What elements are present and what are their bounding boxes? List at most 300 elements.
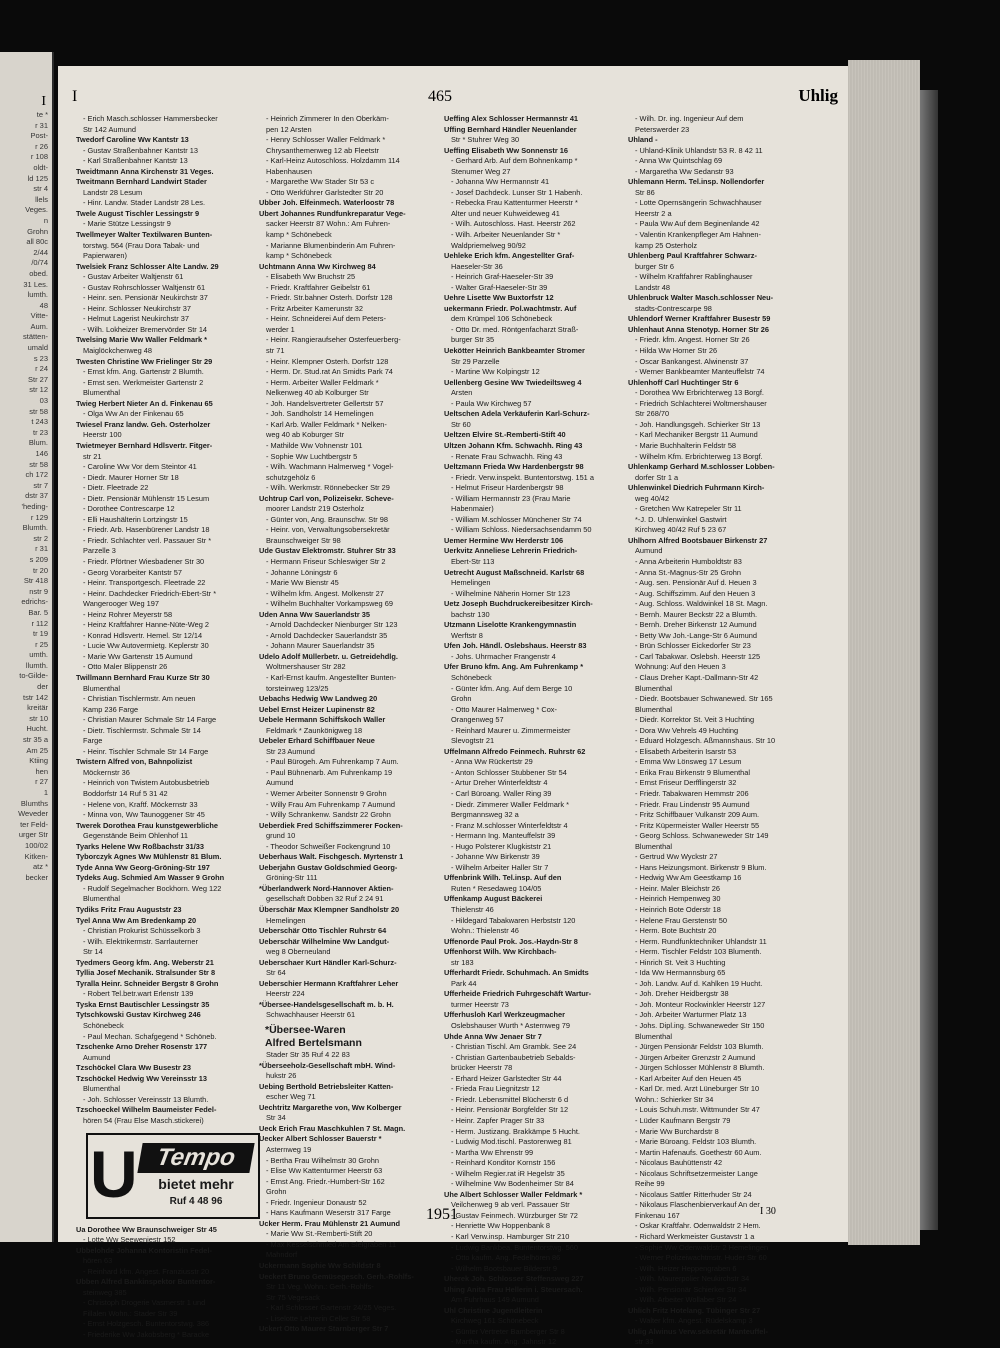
directory-entry-line: - Elise Ww Kattenturmer Heerstr 63 — [266, 1166, 383, 1176]
directory-entry: Uerkvitz Anneliese Lehrerin Friedrich- — [444, 546, 578, 556]
left-page-fragment: Str 418 — [23, 576, 48, 586]
directory-entry-line: - Herm. Arbeiter Waller Feldmark * — [266, 377, 379, 387]
directory-entry-line: Ruten * Resedaweg 104/05 — [451, 883, 542, 893]
left-page-fragment: str 2 — [33, 533, 48, 543]
directory-entry-line: - Friedr. Verw.inspekt. Buntentorstwg. 151 a — [451, 472, 594, 482]
directory-entry-line: - Wilh. Elektrikermstr. Sarrlauterner — [83, 936, 198, 946]
column-1 — [76, 114, 264, 1341]
directory-entry: Uhlig Alwinus Verw.sekretär Manteuffel- — [628, 1326, 768, 1336]
directory-entry: Uffenorde Paul Prok. Jos.-Haydn-Str 8 — [444, 936, 578, 946]
left-page-fragment: atz * — [32, 862, 48, 872]
directory-entry-line: - Heinr. Maler Bleichstr 26 — [635, 883, 721, 893]
directory-entry-line: Feldmark * Zaunkönigweg 18 — [266, 725, 363, 735]
ad-phone: Ruf 4 48 96 — [169, 1195, 223, 1207]
directory-entry-line: - Lüder Kaufmann Bergstr 79 — [635, 1115, 731, 1125]
left-page-fragment: Hucht. — [26, 724, 48, 734]
directory-entry-line: - Hermann Friseur Schleswiger Str 2 — [266, 556, 386, 566]
directory-entry-line: - Theodor Schweißer Fockengrund 10 — [266, 841, 391, 851]
directory-entry-line: Mahndorf — [266, 1250, 298, 1260]
directory-entry-line: burger Str 35 — [451, 335, 495, 345]
directory-entry: Uemer Hermine Ww Herderstr 106 — [444, 535, 564, 545]
directory-entry-line: - Marie Büroang. Feldstr 103 Blumth. — [635, 1137, 757, 1147]
directory-entry-line: str 71 — [266, 346, 285, 356]
directory-entry-line: Blumenthal — [83, 683, 120, 693]
directory-entry: Tyde Anna Ww Georg-Gröning-Str 197 — [76, 862, 210, 872]
directory-entry-line: - Karl Arb. Waller Feldmark * Nelken- — [266, 419, 387, 429]
directory-entry-line: dem Krümpel 106 Schönebeck — [451, 314, 553, 324]
directory-entry: Uebachs Hedwig Ww Landweg 20 — [259, 694, 378, 704]
directory-entry-line: - Friedr. Lebensmittel Blücherstr 6 d — [451, 1094, 569, 1104]
directory-entry: Ucker Herm. Frau Mühlenstr 21 Aumund — [259, 1218, 400, 1228]
directory-entry-line: Schönebeck — [83, 1021, 124, 1031]
directory-entry-line: - Ernst Friseur Derfflingerstr 32 — [635, 778, 737, 788]
directory-entry-line: Aumund — [266, 778, 294, 788]
left-page-fragment: oldt- — [33, 162, 48, 172]
directory-entry-line: - Friederike Ww Jakobsberg * Baracke — [83, 1329, 210, 1339]
directory-entry-line: Hemelingen — [266, 915, 306, 925]
directory-entry-line: weg 40/42 — [635, 493, 670, 503]
directory-entry-line: - Ernst Ang. Friedr.-Humbert-Str 162 — [266, 1176, 385, 1186]
directory-entry-line: - Karl-Heinz Autoschloss. Holzdamm 114 — [266, 156, 400, 166]
directory-entry-line: - Johanne Löningstr 6 — [266, 567, 338, 577]
directory-entry-line: - Heinr. Schneiderei Auf dem Peters- — [266, 314, 386, 324]
directory-entry-line: Heerstr 2 a — [635, 208, 672, 218]
directory-entry: Twelsing Marie Ww Waller Feldmark * — [76, 335, 208, 345]
directory-entry-line: - Ernst sen. Werkmeister Gartenstr 2 — [83, 377, 204, 387]
left-page-fragment: der — [37, 682, 48, 692]
directory-entry-line: - Paul Bürogeh. Am Fuhrenkamp 7 Aum. — [266, 757, 399, 767]
directory-entry-line: - Jürgen Pensionär Feldstr 103 Blumth. — [635, 1042, 764, 1052]
tempo-advertisement — [86, 1133, 260, 1219]
left-page-fragment: dstr 37 — [25, 491, 48, 501]
directory-entry: Tyarks Helene Ww Roßbachstr 31/33 — [76, 841, 205, 851]
directory-entry: Uhlenberg Paul Kraftfahrer Schwarz- — [628, 251, 757, 261]
directory-entry-line: bachstr 130 — [451, 609, 490, 619]
directory-entry: Ueltzmann Frieda Ww Hardenbergstr 98 — [444, 462, 584, 472]
left-page-fragment: all 80c — [26, 237, 48, 247]
directory-entry: Uhlenhaut Anna Stenotyp. Horner Str 26 — [628, 324, 769, 334]
directory-entry: Ueberschär Wilhelmine Ww Landgut- — [259, 936, 390, 946]
directory-entry: Uffenkamp August Bäckerei — [444, 894, 543, 904]
directory-entry: Tweidtmann Anna Kirchenstr 31 Veges. — [76, 166, 214, 176]
directory-entry-line: str 183 — [451, 957, 474, 967]
directory-entry-line: - Gertrud Ww Wyckstr 27 — [635, 852, 718, 862]
directory-entry: Twesten Christine Ww Frielinger Str 29 — [76, 356, 213, 366]
directory-entry-line: - Anton Schlosser Stubbener Str 54 — [451, 767, 567, 777]
directory-entry-line: - Heinrich Graf-Haeseler-Str 39 — [451, 272, 554, 282]
directory-entry-line: - Paula Ww Kirchweg 57 — [451, 398, 532, 408]
directory-entry: Tyedmers Georg kfm. Ang. Weberstr 21 — [76, 957, 214, 967]
directory-entry-line: torstwg. 564 (Frau Dora Tabak- und — [83, 240, 200, 250]
directory-entry: Ueck Erich Frau Maschkuhlen 7 St. Magn. — [259, 1123, 406, 1133]
directory-entry-line: stadts-Contrescarpe 98 — [635, 303, 712, 313]
left-page-fragment: 'heding- — [21, 501, 48, 511]
directory-entry-line: - Marie Ww Bienstr 45 — [266, 578, 339, 588]
directory-entry: Uchtmann Anna Ww Kirchweg 84 — [259, 261, 376, 271]
directory-entry-line: - Wilh. Pensionär Schierker Str 34 — [635, 1284, 747, 1294]
directory-entry-line: - Hans Kaufmann Weserstr 317 Farge — [266, 1208, 391, 1218]
directory-entry-line: - Minna von, Ww Taunoggener Str 45 — [83, 810, 205, 820]
directory-entry-line: - Dietr. Tischlermstr. Schmale Str 14 — [83, 725, 201, 735]
directory-entry-line: - Wilh. Dr. ing. Ingenieur Auf dem — [635, 114, 744, 123]
directory-entry-line: - Anna Ww Quintschlag 69 — [635, 156, 723, 166]
directory-entry-line: - Valentin Krankenpfleger Am Hahnen- — [635, 230, 761, 240]
left-page-fragment: r 108 — [30, 152, 48, 162]
directory-entry-line: - Karl Verw.insp. Hamburger Str 210 — [451, 1231, 570, 1241]
directory-entry: Uhlenbruck Walter Masch.schlosser Neu- — [628, 293, 774, 303]
directory-entry-line: kamp * Schönebeck — [266, 251, 332, 261]
left-page-fragment: Kitken- — [24, 851, 48, 861]
directory-entry-line: - Wilhelm Kraftfahrer Rablinghauser — [635, 272, 753, 282]
directory-entry: Twele August Tischler Lessingstr 9 — [76, 208, 200, 218]
directory-entry-line: - Friedr. Frau Lindenstr 95 Aumund — [635, 799, 750, 809]
left-page-fragment: Aum. — [30, 321, 48, 331]
directory-entry-line: - Friedr. Schlachter verl. Passauer Str * — [83, 535, 212, 545]
directory-entry-line: - Gerhard Arb. Auf dem Bohnenkamp * — [451, 156, 578, 166]
header-page-number: 465 — [428, 88, 452, 105]
directory-entry-line: Str 11 Veg. Wohn.: Gerh.-Rohlfs- — [266, 1282, 374, 1292]
directory-entry: Ueberhaus Walt. Fischgesch. Myrtenstr 1 — [259, 852, 404, 862]
directory-entry-line: - Heinr. von, Verwaltungsobersekretär — [266, 525, 390, 535]
left-page-fragment: r 129 — [30, 512, 48, 522]
directory-entry-line: - Marie Ww Burchardstr 8 — [635, 1126, 719, 1136]
directory-entry-line: - Martine Ww Kolpingstr 12 — [451, 367, 540, 377]
directory-entry-line: - Joh. Handelsvertreter Gellertstr 57 — [266, 398, 384, 408]
directory-entry-line: torsteinweg 123/25 — [266, 683, 329, 693]
directory-entry-line: Heerstr 224 — [266, 989, 305, 999]
directory-entry-line: - Karl Dr. med. Arzt Lüneburger Str 10 — [635, 1084, 760, 1094]
directory-entry-line: Maiglöckchenweg 48 — [83, 346, 153, 356]
left-page-fragment: Grohn — [27, 226, 48, 236]
directory-entry-line: Str 14 — [83, 947, 103, 957]
book-spine-shadow — [920, 90, 938, 1230]
directory-entry-line: Str 34 — [266, 1113, 286, 1123]
directory-entry-line: - Emma Ww Lönsweg 17 Lesum — [635, 757, 742, 767]
directory-entry-line: - Olga Ww An der Finkenau 65 — [83, 409, 184, 419]
left-page-fragment: Blumth. — [22, 523, 48, 533]
directory-entry: Tytschkowski Gustav Kirchweg 246 — [76, 1010, 201, 1020]
page-edge-stack — [848, 60, 920, 1245]
directory-entry-line: - Otto kaufm. Ang. Fedelhören 86 — [451, 1253, 561, 1263]
directory-entry: Twistern Alfred von, Bahnpolizist — [76, 757, 193, 767]
directory-entry-line: - Artur Dreher Winterfeldtstr 4 — [451, 778, 548, 788]
directory-entry-line: - Bernh. Maurer Beckstr 22 a Blumth. — [635, 609, 757, 619]
directory-entry-line: werder 1 — [266, 324, 295, 334]
left-page-fragment: kreitär — [27, 703, 48, 713]
directory-entry-line: - Konrad Hdlsvertr. Hemel. Str 12/14 — [83, 630, 203, 640]
directory-entry: Uebeler Erhard Schiffbauer Neue — [259, 736, 375, 746]
directory-entry: Uehleke Erich kfm. Angestellter Graf- — [444, 251, 575, 261]
directory-entry-line: Wohn.: Schierker Str 34 — [635, 1094, 714, 1104]
directory-entry-line: - Ludwig Bankbea. Buntentorstwg. 560 — [451, 1242, 578, 1252]
directory-entry-line: - Wilh. Arbeiter Wollaber Str 24 — [635, 1295, 737, 1305]
directory-entry: Ueberdiek Fred Schiffszimmerer Focken- — [259, 820, 403, 830]
directory-entry: Twedorf Caroline Ww Kantstr 13 — [76, 135, 189, 145]
directory-entry: Uhlenhoff Carl Huchtinger Str 6 — [628, 377, 739, 387]
directory-entry-line: - Aug. sen. Pensionär Auf d. Heuen 3 — [635, 578, 757, 588]
directory-entry-line: - Hinr. Landw. Stader Landstr 28 Les. — [83, 198, 206, 208]
directory-entry-line: Str 60 — [451, 419, 471, 429]
left-page-fragment: ch 172 — [25, 470, 48, 480]
directory-entry-line: - Georg Vorarbeiter Kantstr 57 — [83, 567, 183, 577]
directory-entry-line: Heerstr 100 — [83, 430, 122, 440]
directory-entry: Uhing Anita Frau Hellerin i. Steuersach. — [444, 1284, 583, 1294]
directory-entry-line: - Wilhelm Buchhalter Vorkampsweg 69 — [266, 599, 393, 609]
left-page-fragment: stätten- — [22, 332, 48, 342]
directory-entry: Tyska Ernst Bautischler Lessingstr 35 — [76, 999, 210, 1009]
directory-entry-line: - Friedr. Kraftfahrer Geibelstr 61 — [266, 282, 371, 292]
directory-entry-line: - Liselotte Lehrerin Celler Str 58 — [266, 1313, 371, 1323]
directory-entry-line: Str 142 Aumund — [83, 124, 137, 134]
directory-entry-line: - Friedr. Arb. Hasenbürener Landstr 18 — [83, 525, 210, 535]
directory-entry-line: - Diedr. Zimmerer Waller Feldmark * — [451, 799, 569, 809]
directory-entry-line: Arsten — [451, 388, 473, 398]
directory-entry-line: weg 8 Oberneuland — [266, 947, 331, 957]
directory-entry: Ufferhusloh Karl Werkzeugmacher — [444, 1010, 566, 1020]
directory-entry-line: grund 10 — [266, 831, 296, 841]
directory-entry: Twietmeyer Bernhard Hdlsvertr. Fitger- — [76, 440, 213, 450]
directory-entry-line: Blumenthal — [635, 683, 672, 693]
directory-entry-line: Str 75 Vegesack — [266, 1292, 320, 1302]
left-page-fragment: r 26 — [35, 141, 48, 151]
left-page-fragment: /0/74 — [31, 258, 48, 268]
directory-entry: Uebel Ernst Heizer Lupinenstr 82 — [259, 704, 375, 714]
directory-entry-line: - Johs. Dipl.ing. Schwaneweder Str 150 — [635, 1021, 765, 1031]
directory-entry-line: - William M.schlosser Münchener Str 74 — [451, 514, 582, 524]
directory-entry-line: - Walter kfm. Angest. Rüdelskamp 3 — [635, 1316, 753, 1326]
left-page-fragment: str 10 — [29, 713, 48, 723]
left-page-fragment: tr 23 — [32, 427, 48, 437]
left-page-fragment: hen — [35, 766, 48, 776]
directory-entry-line: - Lotte Ww Seewenjestr 152 — [83, 1235, 176, 1245]
directory-entry-line: - Wilh. Maurerpolier Neukirchstr 34 — [635, 1274, 750, 1284]
directory-entry-line: Park 44 — [451, 978, 477, 988]
left-page-fragment: r 25 — [35, 639, 48, 649]
directory-entry-line: Wohn.: Thielenstr 46 — [451, 926, 519, 936]
directory-entry-line: - Otto Werkführer Garlstedter Str 20 — [266, 187, 384, 197]
directory-entry: Uetz Joseph Buchdruckereibesitzer Kirch- — [444, 599, 593, 609]
directory-entry: Tzschöckel Clara Ww Busestr 23 — [76, 1063, 192, 1073]
left-page-fragment: Blumths — [20, 798, 48, 808]
directory-entry-line: Chrysanthemenweg 12 ab Fleetstr — [266, 145, 379, 155]
directory-entry: Tyborczyk Agnes Ww Mühlenstr 81 Blum. — [76, 852, 222, 862]
directory-entry-line: Braunschweiger Str 98 — [266, 535, 341, 545]
directory-entry: Ueltschen Adela Verkäuferin Karl-Schurz- — [444, 409, 590, 419]
directory-entry-line: Str 86 — [635, 187, 655, 197]
column-3 — [444, 114, 632, 1348]
directory-entry: Uekötter Heinrich Bankbeamter Stromer — [444, 346, 585, 356]
directory-entry-line: - Günter kfm. Ang. Auf dem Berge 10 — [451, 683, 573, 693]
left-page-fragment: r 24 — [35, 364, 48, 374]
directory-entry: Ufferheide Friedrich Fuhrgeschäft Wartur- — [444, 989, 592, 999]
directory-entry-line: Schwachhauser Heerstr 61 — [266, 1010, 356, 1020]
directory-entry-line: - Werner Arbeiter Sonnenstr 9 Grohn — [266, 789, 387, 798]
directory-entry-line: - Carl Tabakwar. Oslebsh. Heerstr 125 — [635, 651, 761, 661]
directory-entry: Tydiks Fritz Frau Auguststr 23 — [76, 905, 182, 915]
directory-entry-line: - Anna St.-Magnus-Str 25 Grohn — [635, 567, 741, 577]
left-page-fragment: str 58 — [29, 406, 48, 416]
directory-entry-line: - Bernh. Dreher Birkenstr 12 Aumund — [635, 620, 757, 630]
left-page-fragment: te * — [36, 110, 48, 119]
directory-entry-line: Slevogtstr 21 — [451, 736, 495, 746]
directory-entry: Ueckert Bruno Gemüsegesch. Gerh.-Rohlfs- — [259, 1271, 414, 1281]
directory-entry-line: Str 268/70 — [635, 409, 670, 419]
directory-entry-line: - Martha kaufm. Ang. Jahnstr 12 — [451, 1337, 557, 1347]
directory-entry-line: Waldpriemelweg 90/92 — [451, 240, 526, 250]
left-page-fragment: r 112 — [31, 618, 48, 628]
directory-entry-line: - Franz M.schlosser Winterfeldtstr 4 — [451, 820, 568, 830]
directory-entry: Uebele Hermann Schiffskoch Waller — [259, 715, 386, 725]
directory-entry-line: - Erika Frau Birkenstr 9 Blumenthal — [635, 767, 751, 777]
directory-entry-line: - Uhland-Klinik Uhlandstr 53 R. 8 42 11 — [635, 145, 763, 155]
directory-entry-line: - Carl Bürоang. Waller Ring 39 — [451, 789, 552, 798]
left-page-fragment: umald — [27, 343, 48, 353]
directory-entry-line: - Josef Dachdeck. Lunser Str 1 Habenh. — [451, 187, 583, 197]
directory-entry-line: - Fritz Schiffbauer Vulkanstr 209 Aum. — [635, 810, 760, 820]
directory-entry-line: - Wilhelm Regier.rat iR Hegelstr 35 — [451, 1168, 565, 1178]
left-page-fragment: 2/44 — [33, 247, 48, 257]
directory-entry-line: - Martin Hafenaufs. Goethestr 60 Aum. — [635, 1147, 762, 1157]
directory-entry: Ude Gustav Elektromstr. Stuhrer Str 33 — [259, 546, 396, 556]
directory-entry-line: Bergmannsweg 32 a — [451, 810, 519, 820]
directory-entry-line: - Mathilde Ww Vohnenstr 101 — [266, 440, 363, 450]
directory-entry: Ultzen Johann Kfm. Schwachh. Ring 43 — [444, 440, 583, 450]
directory-entry-line: - Joh. Dreher Heidbergstr 38 — [635, 989, 729, 999]
directory-entry-line: - Elisabeth Ww Bruchstr 25 — [266, 272, 356, 282]
directory-entry-line: Hemelingen — [451, 578, 491, 588]
directory-entry-line: str 33 — [635, 1337, 654, 1347]
directory-entry-line: - Nicolaus Sattler Ritterhuder Str 24 — [635, 1189, 752, 1199]
directory-entry-line: str 21 — [83, 451, 102, 461]
directory-entry: Twellmeyer Walter Textilwaren Bunten- — [76, 230, 213, 240]
directory-entry-line: Str * Stuhrer Weg 30 — [451, 135, 520, 145]
directory-entry: Uecker Albert Schlosser Bauerstr * — [259, 1134, 382, 1144]
directory-entry-line: - Frieda Frau Liegnitzstr 12 — [451, 1084, 540, 1094]
directory-entry: Twiesel Franz landw. Geh. Osterholzer — [76, 419, 211, 429]
directory-entry-line: - Otto Maurer Halmerweg * Cox- — [451, 704, 557, 714]
directory-entry-line: Thielenstr 46 — [451, 905, 494, 915]
directory-entry-line: Woltmershauser Str 282 — [266, 662, 346, 672]
directory-entry-line: - Christian Maurer Schmale Str 14 Farge — [83, 715, 217, 725]
directory-entry-line: - William Schloss. Niedersachsendamm 50 — [451, 525, 592, 535]
directory-entry-line: - Hugo Polsterer Klugkiststr 21 — [451, 841, 552, 851]
directory-entry-line: *-J. D. Uhlenwinkel Gastwirt — [635, 514, 727, 524]
column-4 — [628, 114, 824, 1348]
directory-entry-line: Papierwaren) — [83, 251, 127, 261]
directory-entry-line: - Heinrich Hempenweg 30 — [635, 894, 721, 904]
left-page-fragment: becker — [25, 872, 48, 882]
directory-entry-line: - Lotte Opernsängerin Schwachhauser — [635, 198, 762, 208]
directory-entry-line: Blumenthal — [83, 1084, 120, 1094]
directory-entry-line: - Brün Schlosser Eickedorfer Str 23 — [635, 641, 751, 651]
directory-entry: Tweitmann Bernhard Landwirt Stader — [76, 177, 207, 187]
directory-entry-line: Wangerooger Weg 197 — [83, 599, 160, 609]
directory-entry-line: - Margaretha Ww Sedanstr 93 — [635, 166, 734, 176]
directory-entry-line: hören 63 — [83, 1256, 113, 1266]
directory-entry-line: Str 64 — [266, 968, 286, 978]
directory-entry-line: - Heinr. Dachdecker Friedrich-Ebert-Str * — [83, 588, 217, 598]
directory-entry-line: - Friedr. Ingenieur Donaustr 52 — [266, 1197, 367, 1207]
left-page-fragment: r 31 — [35, 544, 48, 554]
directory-entry: Ueberschaer Kurt Händler Karl-Schurz- — [259, 957, 397, 967]
directory-entry-line: Asternweg 19 — [266, 1144, 312, 1154]
directory-entry-line: - Marianne Blumenbinderin Am Fuhren- — [266, 240, 396, 250]
left-page-fragment: r 27 — [35, 777, 48, 787]
directory-entry-line: - Hildegard Tabakwaren Herbststr 120 — [451, 915, 576, 925]
directory-entry-line: - Herm. Tischler Feldstr 103 Blumenth. — [635, 947, 762, 957]
left-page-fragment: nstr 9 — [29, 586, 48, 596]
directory-entry: Uhlich Fritz Hotelang. Tübinger Str 27 — [628, 1305, 761, 1315]
directory-entry-line: schutzgehölz 6 — [266, 472, 316, 482]
directory-entry-line: - Wilh. Lokheizer Bremervörder Str 14 — [83, 324, 208, 334]
directory-entry-line: - Christoph Drogerie Vasmerstr 1 und — [83, 1298, 206, 1308]
directory-entry-line: - William Hermannstr 23 (Frau Marie — [451, 493, 571, 503]
directory-entry-line: Grohn — [266, 1187, 287, 1197]
directory-entry-line: - Nicolaus Schriftsetzermeister Lange — [635, 1168, 758, 1178]
left-page-fragment: Blum. — [28, 438, 48, 448]
directory-entry-line: - Reinhard Maurer u. Zimmermeister — [451, 725, 571, 735]
directory-entry-line: - Henry Schlosser Waller Feldmark * — [266, 135, 386, 145]
directory-entry-line: - Karl Arbeiter Auf den Heuen 45 — [635, 1073, 742, 1083]
directory-entry: Uhlendorf Werner Kraftfahrer Busestr 59 — [628, 314, 771, 324]
directory-entry-line: - Herm. Dr. Stud.rat An Smidts Park 74 — [266, 367, 393, 377]
directory-entry-line: - Gustav Rohrschlosser Waltjenstr 61 — [83, 282, 206, 292]
directory-entry: Uhlenwinkel Diedrich Fuhrmann Kirch- — [628, 483, 765, 493]
directory-entry-line: - Heinrich von Twistern Autobusbetrieb — [83, 778, 210, 788]
directory-entry-line: - Werner Bankbeamter Manteuffelstr 74 — [635, 367, 765, 377]
left-page-fragment: str 4 — [33, 184, 48, 194]
directory-entry-line: - Dora Ww Vehrels 49 Huchting — [635, 725, 739, 735]
directory-entry-line: - Hedwig Ww Am Geestkamp 16 — [635, 873, 742, 883]
directory-entry-line: - Heinz Rohrer Meyerstr 58 — [83, 609, 173, 619]
left-page-fragment: Bar. 5 — [28, 607, 48, 617]
ad-slogan: bietet mehr — [158, 1175, 234, 1192]
directory-entry-line: - Karl-Ernst kaufm. Angestellter Bunten- — [266, 672, 397, 682]
directory-entry-line: - Joh. Schlosser Vereinsstr 13 Blumth. — [83, 1094, 209, 1104]
directory-entry-line: - Sophie Ww Luchtbergstr 5 — [266, 451, 358, 461]
directory-entry-line: - Hans Heizungsmont. Birkenstr 9 Blum. — [635, 862, 767, 872]
left-page-fragment: Am 25 — [26, 745, 48, 755]
directory-entry-line: - Dorothee Contrescarpe 12 — [83, 504, 175, 514]
directory-entry-line: hören 54 (Frau Else Masch.stickerei) — [83, 1115, 204, 1125]
directory-entry-line: - Heinrich Zimmerer In den Oberkäm- — [266, 114, 389, 123]
directory-entry-line: - Diedr. Maurer Horner Str 18 — [83, 472, 179, 482]
directory-entry-line: - Karl Schlosser Gartenstr 24/25 Veges. — [266, 1303, 397, 1313]
directory-entry-line: - Joh. Sandholstr 14 Hemelingen — [266, 409, 374, 419]
left-page-fragment: umth. — [29, 650, 48, 660]
left-page-fragment: Str 27 — [27, 374, 48, 384]
directory-entry: Ubert Johannes Rundfunkreparatur Vege- — [259, 208, 406, 218]
directory-entry-line: Fillalen Wohn.: Stader Str 39 — [83, 1308, 178, 1318]
directory-entry-line: - Gustav Straßenbahner Kantstr 13 — [83, 145, 199, 155]
directory-entry-line: - Otto Maler Blippenstr 26 — [83, 662, 168, 672]
directory-entry-line: - Christian Tischlermstr. Am neuen — [83, 694, 196, 704]
left-page-fragment: 100/02 — [25, 840, 48, 850]
directory-entry: Ubben Alfred Bankinspektor Buntentor- — [76, 1277, 216, 1287]
directory-entry-line: - Diedr. Bootsbauer Schwanewed. Str 165 — [635, 694, 773, 704]
directory-entry-line: Am Fuhrhaus 149 Aumund — [451, 1295, 539, 1305]
directory-entry-line: - Hinrich St. Veit 3 Huchting — [635, 957, 726, 967]
directory-entry: Uherek Joh. Schlosser Steffensweg 227 — [444, 1274, 584, 1284]
directory-entry-line: Nelkenweg 40 ab Kolburger Str — [266, 388, 369, 398]
directory-entry-line: - Walter Graf-Haeseler-Str 39 — [451, 282, 548, 292]
directory-entry-line: - Heinr. Zapfer Prager Str 33 — [451, 1115, 545, 1125]
directory-entry-line: - Fritz Arbeiter Kamerunstr 32 — [266, 303, 363, 313]
header-section-letter: I — [72, 88, 78, 105]
directory-entry-line: hukstr 26 — [266, 1071, 297, 1081]
directory-entry-line: Blumenthal — [83, 894, 120, 904]
directory-entry-line: - Joh. Landw. Auf d. Kahlken 19 Hucht. — [635, 978, 763, 988]
